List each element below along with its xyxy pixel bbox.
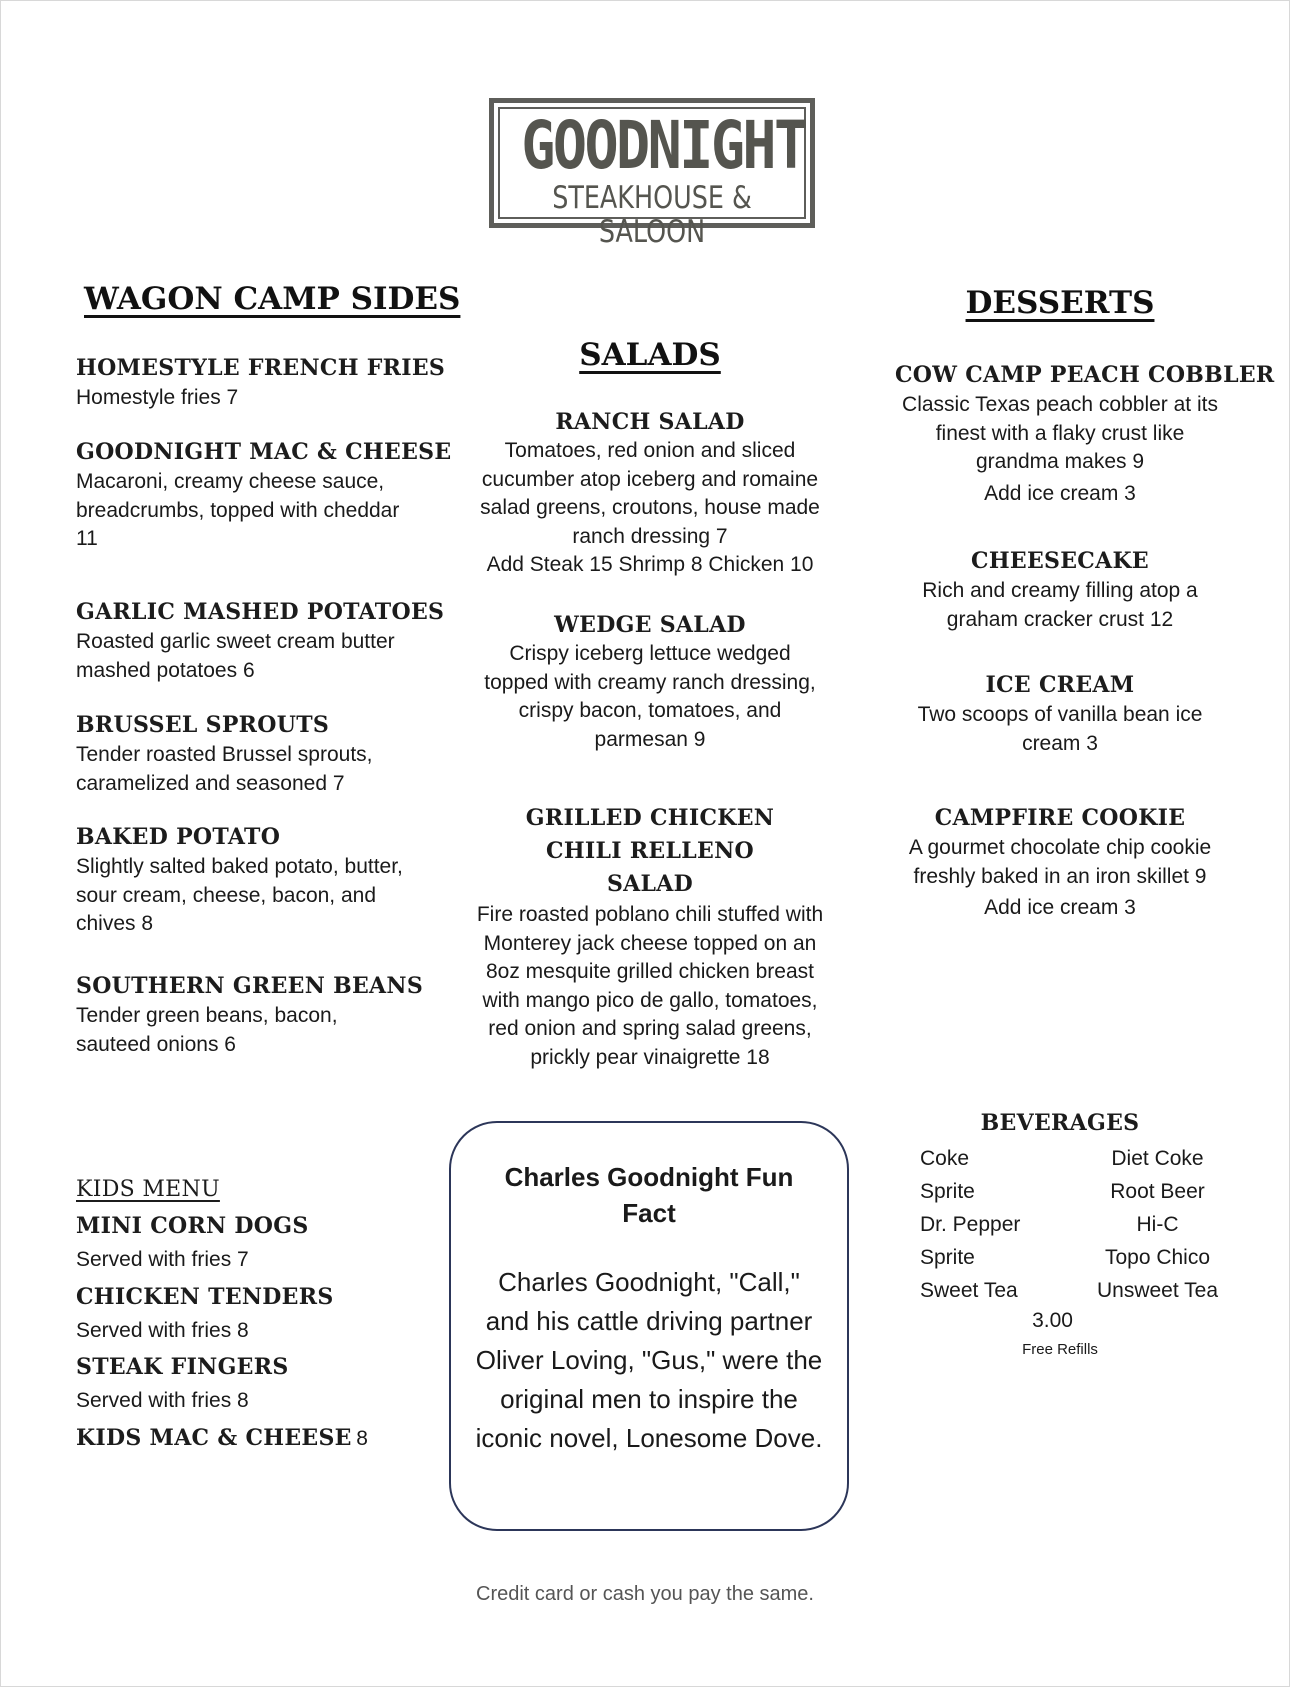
dessert-item-desc: A gourmet chocolate chip cookie freshly baked in an iron skillet 9 (908, 836, 1212, 888)
beverage-item: Sweet Tea (920, 1279, 1018, 1302)
salad-item-desc: Crispy iceberg lettuce wedged topped with creamy ranch dressing, crispy bacon, tomatoes, and parmesan 9 (484, 642, 816, 751)
salad-item (475, 612, 825, 754)
restaurant-logo (489, 98, 815, 250)
fun-fact-body: Charles Goodnight, "Call," and his cattle driving partner Oliver Loving, "Gus," were the original men to inspire the iconic novel, Lonesome Dove. (475, 1267, 823, 1453)
beverage-item: Hi-C (1136, 1213, 1179, 1236)
dessert-item-desc: Rich and creamy filling atop a graham cracker crust 12 (922, 579, 1198, 631)
fun-fact-box (449, 1121, 849, 1531)
beverage-item: Dr. Pepper (920, 1213, 1021, 1236)
dessert-item-name: ICE CREAM (985, 672, 1135, 698)
kids-item-desc: Served with fries 7 (76, 1248, 249, 1271)
salad-item-name: GRILLED CHICKEN CHILI RELLENO SALAD (525, 805, 775, 897)
kids-item-name: MINI CORN DOGS (76, 1213, 309, 1239)
side-item-desc: Macaroni, creamy cheese sauce, breadcrumbs, topped with cheddar 11 (76, 470, 400, 550)
side-item-desc: Roasted garlic sweet cream butter mashed potatoes 6 (76, 630, 395, 682)
kids-item-desc: Served with fries 8 (76, 1389, 249, 1412)
salad-item-desc: Fire roasted poblano chili stuffed with Monterey jack cheese topped on an 8oz mesquite grilled chicken breast with mango pico de gallo, tomatoes, red onion and spring salad greens, prickly pear vinaigrette 18 (476, 903, 824, 1069)
kids-menu (76, 1177, 436, 1453)
side-item-desc: Tender roasted Brussel sprouts, caramelized and seasoned 7 (76, 743, 373, 795)
kids-item-name: CHICKEN TENDERS (76, 1283, 334, 1310)
dessert-item (895, 672, 1225, 758)
dessert-item-name: COW CAMP PEACH COBBLER (895, 362, 1275, 388)
side-item (76, 712, 416, 798)
side-item (76, 439, 452, 554)
dessert-item-desc: Classic Texas peach cobbler at its finest with a flaky crust like grandma makes 9 (902, 393, 1218, 473)
salads-heading: SALADS (579, 337, 721, 373)
beverage-list-left (920, 1142, 1060, 1307)
side-item-name: SOUTHERN GREEN BEANS (76, 973, 424, 999)
dessert-item-addon: Add ice cream 3 (984, 481, 1136, 505)
sides-heading: WAGON CAMP SIDES (84, 281, 461, 317)
salad-item-name: WEDGE SALAD (554, 612, 746, 638)
kids-item-price: 8 (356, 1426, 368, 1450)
kids-item-name: STEAK FINGERS (76, 1354, 289, 1380)
beverage-item: Root Beer (1110, 1180, 1205, 1203)
dessert-item (895, 548, 1225, 634)
dessert-item-name: CHEESECAKE (971, 548, 1149, 574)
dessert-item-desc: Two scoops of vanilla bean ice cream 3 (917, 703, 1203, 755)
salad-item-name: RANCH SALAD (555, 409, 745, 435)
side-item-desc: Slightly salted baked potato, butter, sour cream, cheese, bacon, and chives 8 (76, 855, 403, 935)
beverage-item: Unsweet Tea (1096, 1279, 1219, 1302)
payment-footer: Credit card or cash you pay the same. (476, 1583, 814, 1605)
dessert-item-name: CAMPFIRE COOKIE (934, 805, 1186, 831)
beverage-item: Topo Chico (1104, 1246, 1211, 1269)
dessert-item-addon: Add ice cream 3 (984, 896, 1136, 919)
side-item-name: BRUSSEL SPROUTS (76, 712, 330, 738)
fun-fact-title: Charles Goodnight Fun Fact (504, 1162, 794, 1228)
beverage-item: Sprite (920, 1246, 975, 1269)
dessert-item (895, 362, 1275, 508)
side-item (76, 599, 445, 685)
side-item-name: HOMESTYLE FRENCH FRIES (76, 355, 446, 381)
beverage-item: Diet Coke (1111, 1147, 1204, 1170)
logo-subtitle: STEAKHOUSE & SALOON (552, 180, 752, 250)
beverage-price: 3.00 (1032, 1309, 1073, 1332)
logo-title: GOODNIGHT (521, 107, 806, 184)
beverage-list-right (1090, 1142, 1225, 1307)
kids-item-name: KIDS MAC & CHEESE (76, 1424, 352, 1451)
side-item-name: GARLIC MASHED POTATOES (76, 599, 445, 625)
kids-item-desc: Served with fries 8 (76, 1318, 249, 1342)
side-item-name: BAKED POTATO (76, 824, 281, 850)
side-item (76, 355, 446, 413)
salad-item (475, 802, 825, 1072)
salad-item-addons: Add Steak 15 Shrimp 8 Chicken 10 (486, 553, 814, 576)
kids-item (76, 1425, 436, 1454)
side-item-name: GOODNIGHT MAC & CHEESE (76, 439, 452, 465)
salad-item-desc: Tomatoes, red onion and sliced cucumber atop iceberg and romaine salad greens, croutons, house made ranch dressing 7 (480, 439, 820, 548)
side-item (76, 973, 424, 1059)
beverages-heading: BEVERAGES (980, 1110, 1140, 1136)
salad-item (475, 409, 825, 580)
beverages-heading-wrap (895, 1110, 1225, 1136)
side-item-desc: Homestyle fries 7 (76, 386, 239, 409)
side-item (76, 824, 416, 939)
beverage-item: Sprite (920, 1180, 975, 1203)
dessert-item (895, 805, 1225, 923)
side-item-desc: Tender green beans, bacon, sauteed onions 6 (76, 1004, 338, 1056)
free-refills-note: Free Refills (1022, 1341, 1098, 1358)
kids-heading: KIDS MENU (76, 1177, 220, 1202)
desserts-heading: DESSERTS (965, 285, 1155, 321)
beverage-item: Coke (920, 1147, 970, 1170)
